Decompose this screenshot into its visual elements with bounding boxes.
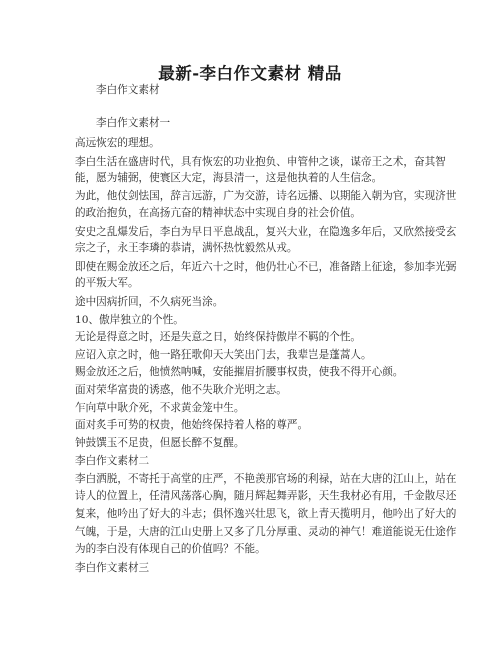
- text-line: 无论是得意之时，还是失意之日，始终保持傲岸不羁的个性。: [75, 331, 362, 343]
- section-heading: 李白作文素材一: [96, 117, 171, 129]
- text-line: 乍向草中耿介死，不求黄金笼中生。: [75, 402, 245, 414]
- text-line: 钟鼓馔玉不足贵，但愿长醉不复醒。: [75, 437, 245, 449]
- text-line: 能，愿为辅弼，使寰区大定，海县清一，这是他执着的人生信念。: [75, 172, 383, 184]
- section-heading: 李白作文素材二: [75, 455, 150, 467]
- text-line: 宗之子，永王李璘的恭请，满怀热忱毅然从戎。: [75, 242, 298, 254]
- text-line: 即使在赐金放还之后，年近六十之时，他仍壮心不已，准备踏上征途，参加李光弼: [75, 261, 457, 273]
- text-line: 的政治抱负，在高扬亢奋的精神状态中实现自身的社会价值。: [75, 207, 362, 219]
- text-line: 高远恢宏的理想。: [75, 137, 160, 149]
- text-line: 面对荣华富贵的诱惑，他不失耿介光明之志。: [75, 384, 287, 396]
- text-line: 为此，他仗剑怯国，辞言远游，广为交游，诗名远播、以期能入朝为官，实现济世: [75, 190, 457, 202]
- document-title: 最新-李白作文素材 精品: [158, 64, 342, 83]
- text-line: 气魄，于是，大唐的江山史册上又多了几分厚重、灵动的神气！难道能说无仕途作: [75, 526, 457, 538]
- text-line: 面对炙手可势的权贵，他始终保持着人格的尊严。: [75, 419, 309, 431]
- text-line: 李白生活在盛唐时代，具有恢宏的功业抱负、申管仲之谈，谋帝王之术，奋其智: [75, 156, 446, 168]
- text-line: 复来，他吟出了好大的斗志；俱怀逸兴壮思飞，欲上青天揽明月，他吟出了好大的: [75, 508, 457, 520]
- section-heading: 李白作文素材三: [75, 562, 150, 574]
- text-line: 诗人的位置上，任清风荡落心胸，随月辉起舞弄影，天生我材必有用，千金散尽还: [75, 490, 457, 502]
- text-line: 途中因病折回，不久病死当涂。: [75, 296, 224, 308]
- text-line: 的平叛大军。: [75, 277, 139, 289]
- text-line: 李白洒脱，不寄托于高堂的庄严，不艳羡那官场的利禄，站在大唐的江山上，站在: [75, 473, 457, 485]
- text-line: 10、傲岸独立的个性。: [75, 314, 184, 326]
- text-line: 赐金放还之后，他愤然呐喊，安能摧眉折腰事权贵，使我不得开心颜。: [75, 366, 404, 378]
- text-line: 安史之乱爆发后，李白为早日平息战乱，复兴大业，在隐逸多年后，又欣然接受玄: [75, 226, 457, 238]
- text-line: 为的李白没有体现自己的价值吗？不能。: [75, 543, 266, 555]
- document-subtitle: 李白作文素材: [96, 84, 160, 96]
- text-line: 应诏入京之时，他一路狂歌仰天大笑出门去，我辈岂是蓬蒿人。: [75, 349, 372, 361]
